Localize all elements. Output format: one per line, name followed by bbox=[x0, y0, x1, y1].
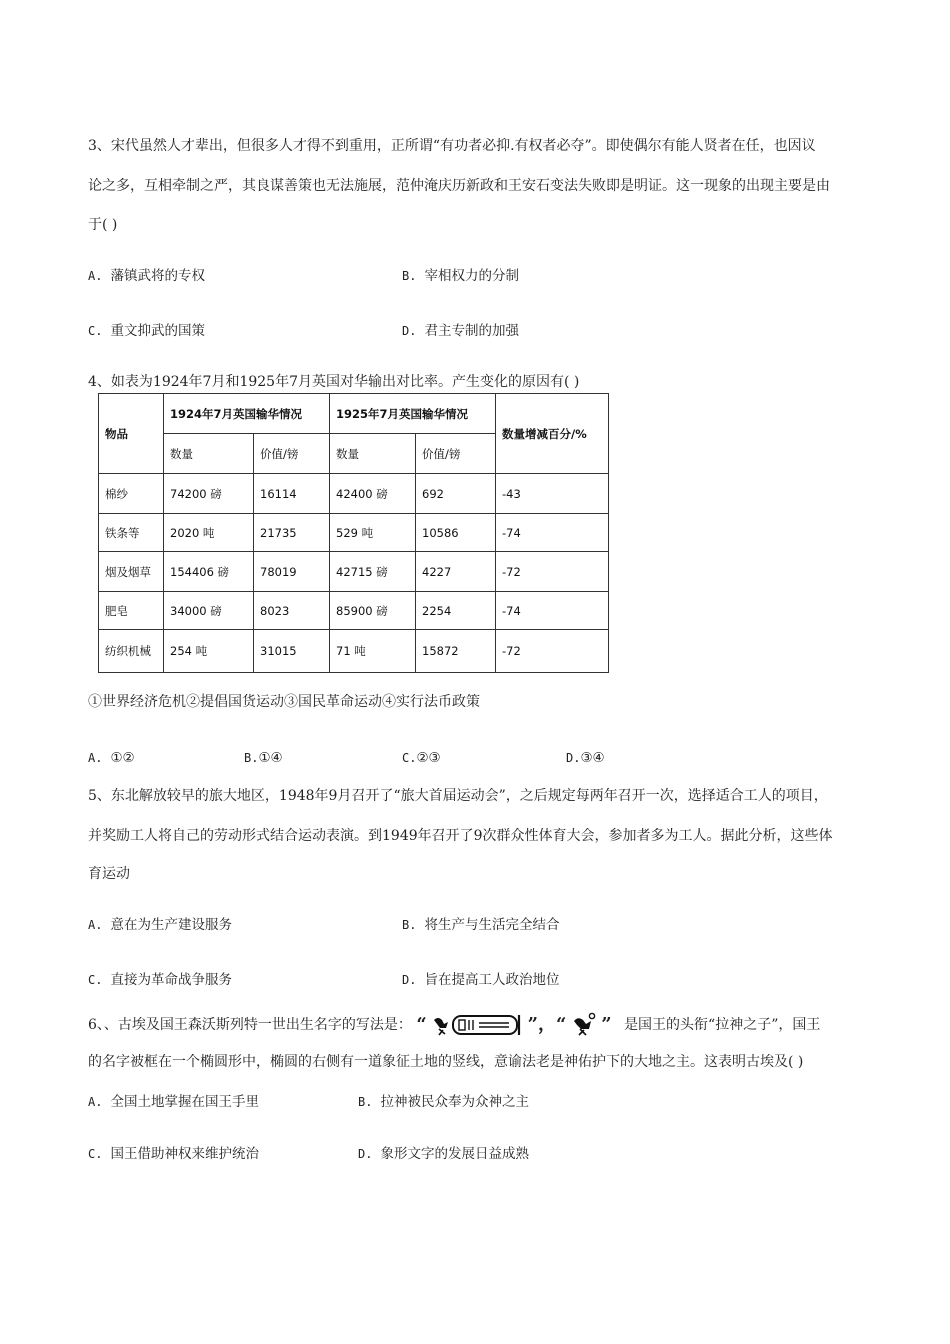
cell-change: -72 bbox=[496, 630, 609, 673]
col-1925-header: 1925年7月英国输华情况 bbox=[330, 394, 496, 434]
table-row bbox=[99, 592, 609, 630]
cell-item: 纺织机械 bbox=[99, 630, 164, 673]
cell-v1925: 4227 bbox=[416, 552, 496, 592]
cell-item: 棉纱 bbox=[99, 474, 164, 514]
q3-stem-line2: 论之多，互相牵制之严，其良谋善策也无法施展，范仲淹庆历新政和王安石变法失败即是明证。这一现象的出现主要是由 bbox=[88, 178, 830, 194]
q3-stem-line3: 于( ) bbox=[88, 217, 118, 233]
q6-option-b[interactable]: B. 拉神被民众奉为众神之主 bbox=[358, 1094, 529, 1110]
cell-item: 烟及烟草 bbox=[99, 552, 164, 592]
cell-change: -74 bbox=[496, 592, 609, 630]
cell-q1925: 42715 磅 bbox=[330, 552, 416, 592]
cell-v1925: 15872 bbox=[416, 630, 496, 673]
table-row bbox=[99, 630, 609, 673]
sub-value-1925: 价值/镑 bbox=[416, 434, 496, 474]
q3-stem-line1: 3、宋代虽然人才辈出，但很多人才得不到重用，正所谓“有功者必抑.有权者必夺”。即使偶尔有能人贤者在任，也因议 bbox=[88, 138, 816, 154]
table-header-row bbox=[99, 394, 609, 434]
q4-option-b[interactable]: B.①④ bbox=[244, 750, 283, 766]
q3-option-d[interactable]: D. 君主专制的加强 bbox=[402, 323, 519, 339]
cell-v1924: 16114 bbox=[254, 474, 330, 514]
cell-v1924: 21735 bbox=[254, 514, 330, 552]
sub-qty-1924: 数量 bbox=[164, 434, 254, 474]
cell-v1925: 692 bbox=[416, 474, 496, 514]
cell-v1924: 78019 bbox=[254, 552, 330, 592]
cell-q1924: 154406 磅 bbox=[164, 552, 254, 592]
q4-factors: ①世界经济危机②提倡国货运动③国民革命运动④实行法币政策 bbox=[88, 694, 480, 710]
q4-stem: 4、如表为1924年7月和1925年7月英国对华输出对比率。产生变化的原因有( ) bbox=[88, 374, 580, 390]
col-change-header: 数量增减百分/% bbox=[496, 394, 609, 474]
cell-item: 肥皂 bbox=[99, 592, 164, 630]
hieroglyph-cartouche-image bbox=[431, 1012, 523, 1038]
cell-q1924: 74200 磅 bbox=[164, 474, 254, 514]
cell-v1924: 8023 bbox=[254, 592, 330, 630]
sub-qty-1925: 数量 bbox=[330, 434, 416, 474]
col-1924-header: 1924年7月英国输华情况 bbox=[164, 394, 330, 434]
table-row bbox=[99, 474, 609, 514]
cell-change: -72 bbox=[496, 552, 609, 592]
col-item-header: 物品 bbox=[99, 394, 164, 474]
cell-v1925: 10586 bbox=[416, 514, 496, 552]
cell-q1924: 34000 磅 bbox=[164, 592, 254, 630]
q6-stem-line1: 6、、古埃及国王森沃斯列特一世出生名字的写法是： “ ”，“ ” 是国王的头衔“拉神之子”，国王 bbox=[88, 1012, 820, 1038]
cell-q1925: 529 吨 bbox=[330, 514, 416, 552]
q4-option-c[interactable]: C.②③ bbox=[402, 750, 441, 766]
cell-change: -74 bbox=[496, 514, 609, 552]
q5-option-c[interactable]: C. 直接为革命战争服务 bbox=[88, 972, 232, 988]
cell-v1925: 2254 bbox=[416, 592, 496, 630]
cell-q1925: 71 吨 bbox=[330, 630, 416, 673]
q6-option-d[interactable]: D. 象形文字的发展日益成熟 bbox=[358, 1146, 529, 1162]
cell-q1924: 254 吨 bbox=[164, 630, 254, 673]
sub-value-1924: 价值/镑 bbox=[254, 434, 330, 474]
q5-stem-line3: 育运动 bbox=[88, 866, 130, 882]
q6-stem-line2: 的名字被框在一个椭圆形中，椭圆的右侧有一道象征土地的竖线，意谕法老是神佑护下的大地之主。这表明古埃及( ) bbox=[88, 1054, 804, 1070]
q4-option-a[interactable]: A. ①② bbox=[88, 750, 135, 766]
cell-v1924: 31015 bbox=[254, 630, 330, 673]
q5-option-a[interactable]: A. 意在为生产建设服务 bbox=[88, 917, 232, 933]
q6-option-c[interactable]: C. 国王借助神权来维护统治 bbox=[88, 1146, 259, 1162]
q3-option-b[interactable]: B. 宰相权力的分制 bbox=[402, 268, 519, 284]
cell-q1924: 2020 吨 bbox=[164, 514, 254, 552]
q3-option-a[interactable]: A. 藩镇武将的专权 bbox=[88, 268, 205, 284]
cell-change: -43 bbox=[496, 474, 609, 514]
q5-option-d[interactable]: D. 旨在提高工人政治地位 bbox=[402, 972, 560, 988]
cell-q1925: 42400 磅 bbox=[330, 474, 416, 514]
q3-option-c[interactable]: C. 重文抑武的国策 bbox=[88, 323, 205, 339]
q4-option-d[interactable]: D.③④ bbox=[566, 750, 605, 766]
table-row bbox=[99, 514, 609, 552]
cell-q1925: 85900 磅 bbox=[330, 592, 416, 630]
q5-option-b[interactable]: B. 将生产与生活完全结合 bbox=[402, 917, 560, 933]
q5-stem-line2: 并奖励工人将自己的劳动形式结合运动表演。到1949年召开了9次群众性体育大会，参加者多为工人。据此分析，这些体 bbox=[88, 828, 833, 844]
table-row bbox=[99, 552, 609, 592]
cell-item: 铁条等 bbox=[99, 514, 164, 552]
export-table bbox=[98, 393, 609, 673]
hieroglyph-son-of-ra-image bbox=[571, 1012, 597, 1038]
q6-option-a[interactable]: A. 全国土地掌握在国王手里 bbox=[88, 1094, 259, 1110]
q5-stem-line1: 5、东北解放较早的旅大地区，1948年9月召开了“旅大首届运动会”，之后规定每两年召开一次，选择适合工人的项目， bbox=[88, 788, 828, 804]
